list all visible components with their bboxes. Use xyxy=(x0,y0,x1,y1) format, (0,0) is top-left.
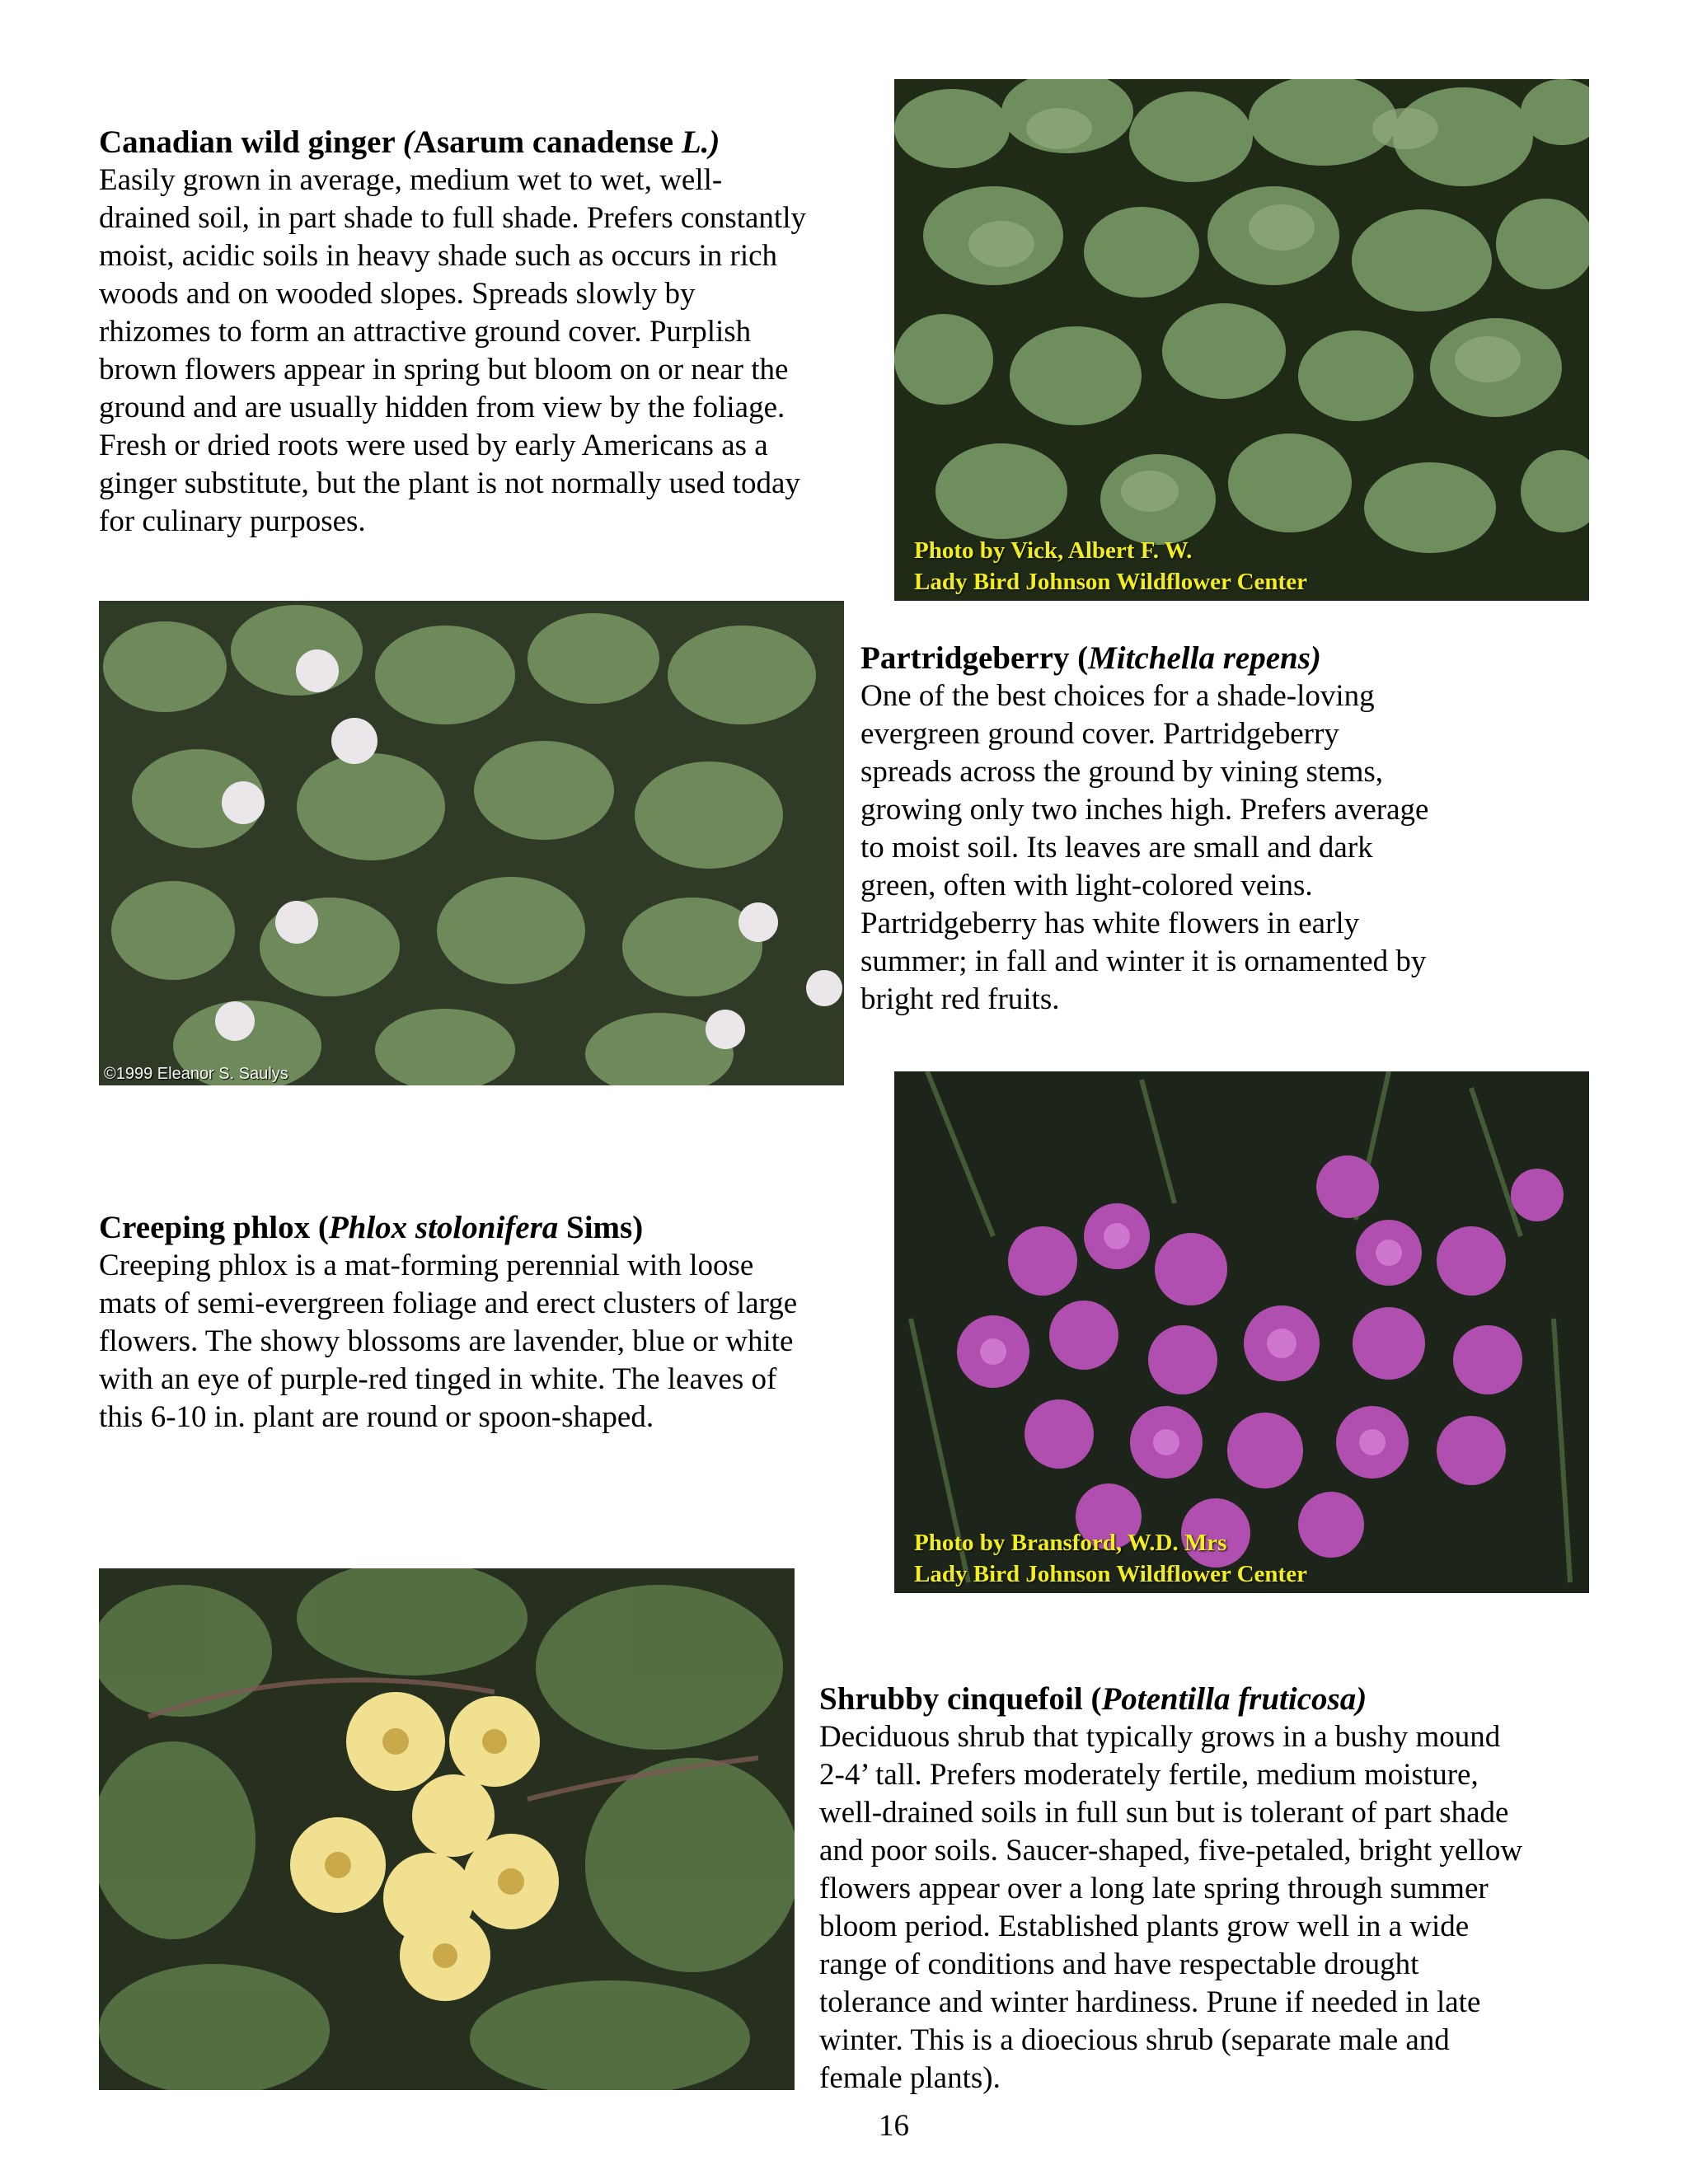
page-number: 16 xyxy=(879,2109,909,2143)
partridgeberry-text xyxy=(860,640,1586,1019)
phlox-photo xyxy=(894,1071,1589,1593)
phlox-photo-credit: Photo by Bransford, W.D. Mrs Lady Bird Johnson Wildflower Center xyxy=(914,1530,1307,1587)
ginger-photo xyxy=(894,79,1589,601)
cinquefoil-text xyxy=(819,1680,1594,2097)
phlox-title: Creeping phlox (Phlox stolonifera Sims) xyxy=(99,1210,644,1245)
ginger-body: Easily grown in average, medium wet to wet, well- drained soil, in part shade to full shade. Prefers constantly moist, acidic soils in heavy shade such as occurs in rich woods and on wooded slopes. Spreads slowly by rhizomes to form an attractive ground cover. Purplish brown flowers appear in spring but bloom on or near the ground and are usually hidden from view by the foliage. Fresh or dried roots were used by early Americans as a ginger substitute, but the plant is not normally used today for culinary purposes. xyxy=(99,163,806,538)
partridgeberry-photo-copyright: ©1999 Eleanor S. Saulys xyxy=(104,1065,288,1083)
partridgeberry-title: Partridgeberry (Mitchella repens) xyxy=(860,640,1321,676)
phlox-text xyxy=(99,1209,874,1436)
cinquefoil-body: Deciduous shrub that typically grows in a bushy mound 2-4’ tall. Prefers moderately fertile, medium moisture, well-drained soils in full sun but is tolerant of part shade and poor soils. Saucer-shaped, five-petaled, bright yellow flowers appear over a long late spring through summer bloom period. Established plants grow well in a wide range of conditions and have respectable drought tolerance and winter hardiness. Prune if needed in late winter. This is a dioecious shrub (separate male and female plants). xyxy=(819,1720,1523,2095)
cinquefoil-photo xyxy=(99,1568,795,2090)
ginger-text xyxy=(99,124,874,541)
ginger-photo-credit: Photo by Vick, Albert F. W. Lady Bird Johnson Wildflower Center xyxy=(914,537,1307,595)
cinquefoil-title: Shrubby cinquefoil (Potentilla fruticosa) xyxy=(819,1681,1367,1717)
partridgeberry-body: One of the best choices for a shade-loving evergreen ground cover. Partridgeberry spreads across the ground by vining stems, growing only two inches high. Prefers average to moist soil. Its leaves are small and dark green, often with light-colored veins. Partridgeberry has white flowers in early summer; in fall and winter it is ornamented by bright red fruits. xyxy=(860,679,1429,1016)
partridgeberry-photo xyxy=(99,601,844,1085)
phlox-body: Creeping phlox is a mat-forming perennial with loose mats of semi-evergreen foliage and erect clusters of large flowers. The showy blossoms are lavender, blue or white with an eye of purple-red tinged in white. The leaves of this 6-10 in. plant are round or spoon-shaped. xyxy=(99,1249,798,1434)
ginger-title: Canadian wild ginger (Asarum canadense L.) xyxy=(99,124,720,160)
